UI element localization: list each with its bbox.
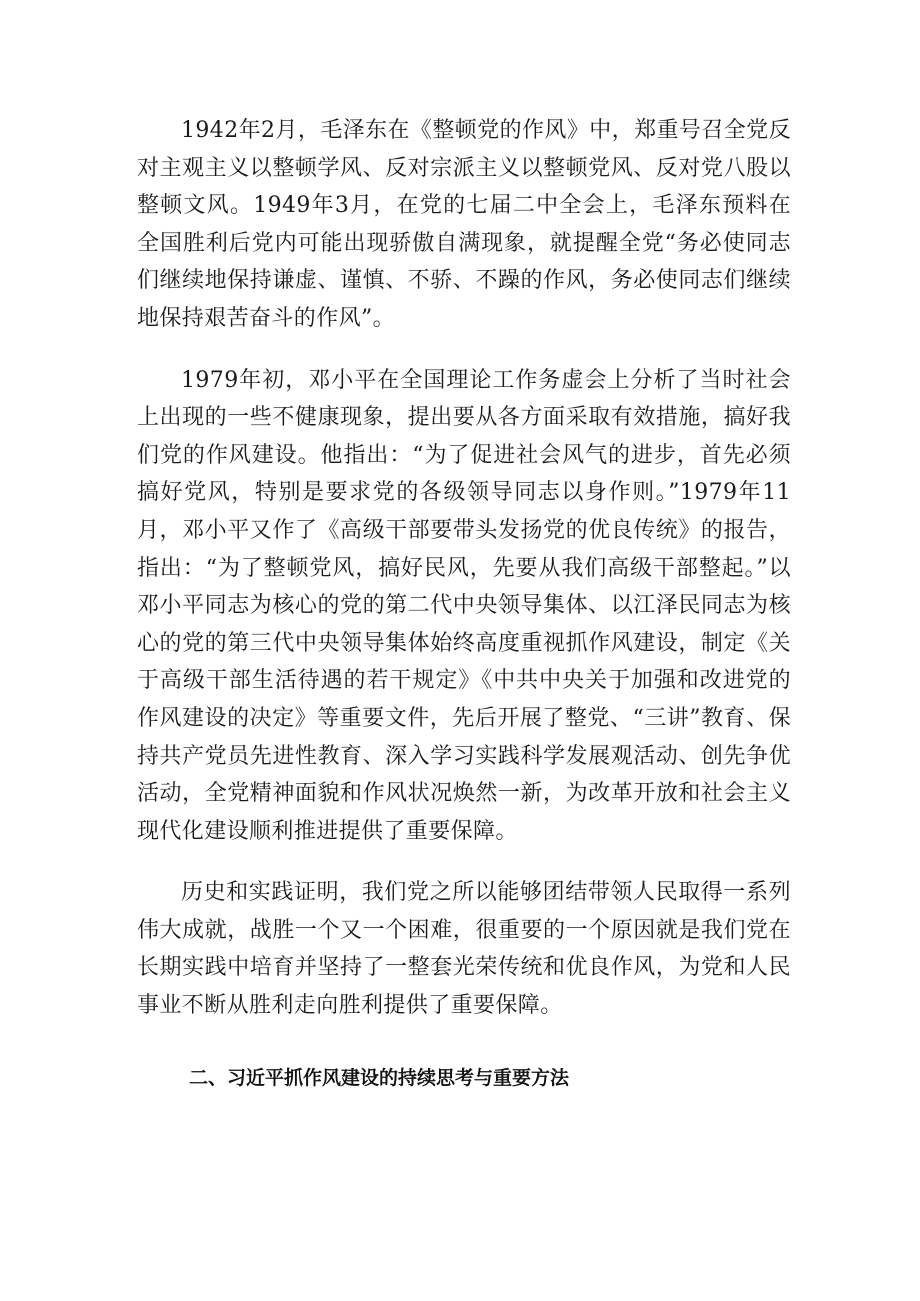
document-page (137, 112, 791, 1093)
section-heading: 二、习近平抓作风建设的持续思考与重要方法 (189, 1066, 570, 1089)
paragraph-history-practice: 历史和实践证明，我们党之所以能够团结带领人民取得一系列伟大成就，战胜一个又一个困难，很重要的一个原因就是我们党在长期实践中培育并坚持了一整套光荣传统和优良作风，为党和人民事业不断从胜利走向胜利提供了重要保障。 (137, 880, 791, 1019)
paragraph-1942: 1942年2月，毛泽东在《整顿党的作风》中，郑重号召全党反对主观主义以整顿学风、反对宗派主义以整顿党风、反对党八股以整顿文风。1949年3月，在党的七届二中全会上，毛泽东预料在全国胜利后党内可能出现骄傲自满现象，就提醒全党“务必使同志们继续地保持谦虚、谨慎、不骄、不躁的作风，务必使同志们继续地保持艰苦奋斗的作风”。 (137, 118, 791, 331)
paragraph-1979: 1979年初，邓小平在全国理论工作务虚会上分析了当时社会上出现的一些不健康现象，提出要从各方面采取有效措施，搞好我们党的作风建设。他指出：“为了促进社会风气的进步，首先必须搞好党风，特别是要求党的各级领导同志以身作则。”1979年11月，邓小平又作了《高级干部要带头发扬党的优良传统》的报告，指出：“为了整顿党风，搞好民风，先要从我们高级干部整起。”以邓小平同志为核心的党的第二代中央领导集体、以江泽民同志为核心的党的第三代中央领导集体始终高度重视抓作风建设，制定《关于高级干部生活待遇的若干规定》《中共中央关于加强和改进党的作风建设的决定》等重要文件，先后开展了整党、“三讲”教育、保持共产党员先进性教育、深入学习实践科学发展观活动、创先争优活动，全党精神面貌和作风状况焕然一新，为改革开放和社会主义现代化建设顺利推进提供了重要保障。 (137, 367, 791, 844)
